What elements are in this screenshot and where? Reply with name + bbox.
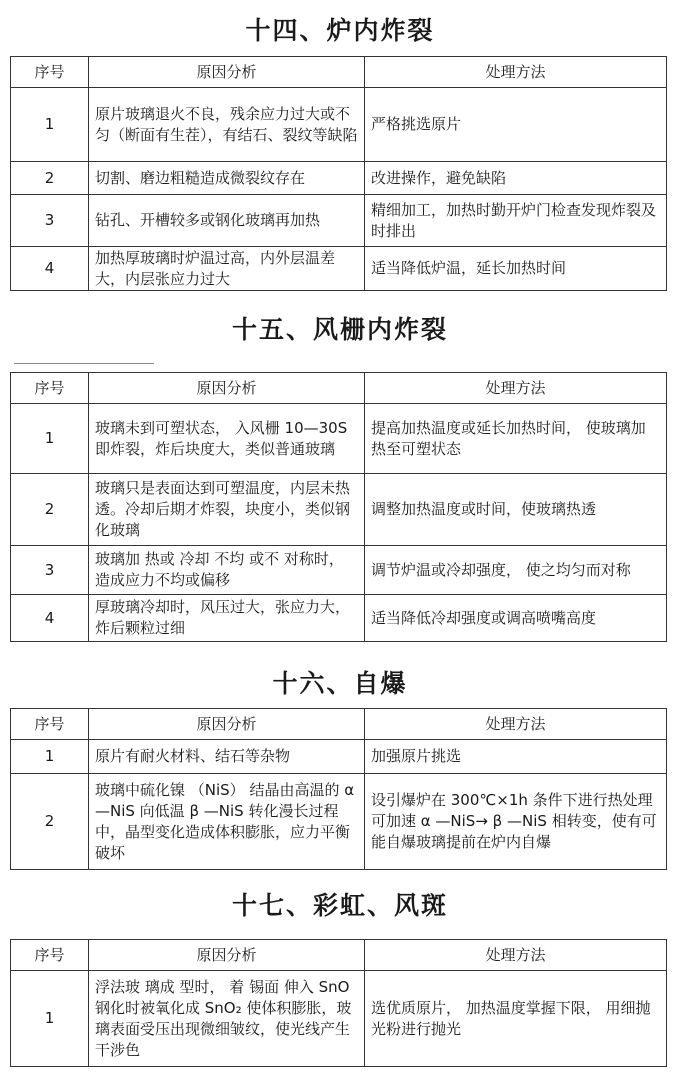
row-cause: 玻璃未到可塑状态， 入风栅 10—30S 即炸裂，炸后块度大，类似普通玻璃 — [89, 404, 365, 474]
table-row — [11, 971, 667, 1067]
row-num: 1 — [11, 404, 89, 474]
row-method: 精细加工，加热时勤开炉门检查发现炸裂及时排出 — [365, 195, 667, 247]
header-cause: 原因分析 — [89, 57, 365, 88]
row-num: 1 — [11, 740, 89, 774]
section-title: 十四、炉内炸裂 — [245, 16, 435, 45]
scan-mark — [14, 363, 154, 364]
header-cause: 原因分析 — [89, 940, 365, 971]
row-num: 2 — [11, 774, 89, 870]
header-num: 序号 — [11, 709, 89, 740]
header-num: 序号 — [11, 57, 89, 88]
table-row — [11, 88, 667, 162]
row-cause: 玻璃只是表面达到可塑温度，内层未热透。冷却后期才炸裂，块度小，类似钢化玻璃 — [89, 474, 365, 546]
row-num: 4 — [11, 247, 89, 291]
header-method: 处理方法 — [365, 940, 667, 971]
table-row — [11, 595, 667, 642]
row-num: 2 — [11, 162, 89, 195]
row-num: 2 — [11, 474, 89, 546]
defect-table — [10, 56, 667, 291]
row-method: 调整加热温度或时间，使玻璃热透 — [365, 474, 667, 546]
table-header-row — [11, 373, 667, 404]
header-cause: 原因分析 — [89, 709, 365, 740]
row-num: 1 — [11, 971, 89, 1067]
row-method: 选优质原片， 加热温度掌握下限， 用细抛光粉进行抛光 — [365, 971, 667, 1067]
table-row — [11, 195, 667, 247]
row-cause: 玻璃中硫化镍 （NiS） 结晶由高温的 α —NiS 向低温 β —NiS 转化漫长过程中，晶型变化造成体积膨胀，应力平衡破坏 — [89, 774, 365, 870]
table-row — [11, 162, 667, 195]
row-cause: 切割、磨边粗糙造成微裂纹存在 — [89, 162, 365, 195]
row-num: 3 — [11, 195, 89, 247]
row-cause: 浮法玻 璃成 型时， 着 锡面 伸入 SnO 钢化时被氧化成 SnO₂ 使体积膨胀，玻璃表面受压出现微细皱纹，使光线产生干涉色 — [89, 971, 365, 1067]
row-cause: 原片有耐火材料、结石等杂物 — [89, 740, 365, 774]
row-cause: 加热厚玻璃时炉温过高，内外层温差大，内层张应力过大 — [89, 247, 365, 291]
section-title: 十七、彩虹、风斑 — [231, 891, 448, 920]
row-method: 严格挑选原片 — [365, 88, 667, 162]
header-method: 处理方法 — [365, 373, 667, 404]
row-method: 改进操作，避免缺陷 — [365, 162, 667, 195]
header-method: 处理方法 — [365, 57, 667, 88]
header-method: 处理方法 — [365, 709, 667, 740]
table-row — [11, 546, 667, 595]
header-num: 序号 — [11, 940, 89, 971]
table-row — [11, 474, 667, 546]
row-cause: 厚玻璃冷却时，风压过大，张应力大，炸后颗粒过细 — [89, 595, 365, 642]
row-cause: 钻孔、开槽较多或钢化玻璃再加热 — [89, 195, 365, 247]
header-num: 序号 — [11, 373, 89, 404]
section-title: 十六、自爆 — [272, 669, 408, 698]
row-method: 调节炉温或冷却强度， 使之均匀而对称 — [365, 546, 667, 595]
table-header-row — [11, 57, 667, 88]
row-method: 加强原片挑选 — [365, 740, 667, 774]
section-title: 十五、风栅内炸裂 — [231, 315, 448, 344]
row-method: 提高加热温度或延长加热时间， 使玻璃加热至可塑状态 — [365, 404, 667, 474]
table-row — [11, 404, 667, 474]
row-method: 适当降低冷却强度或调高喷嘴高度 — [365, 595, 667, 642]
header-cause: 原因分析 — [89, 373, 365, 404]
row-cause: 玻璃加 热或 冷却 不均 或不 对称时，造成应力不均或偏移 — [89, 546, 365, 595]
table-row — [11, 740, 667, 774]
table-header-row — [11, 709, 667, 740]
defect-table — [10, 939, 667, 1067]
table-row — [11, 774, 667, 870]
row-cause: 原片玻璃退火不良，残余应力过大或不匀（断面有生茬），有结石、裂纹等缺陷 — [89, 88, 365, 162]
row-method: 适当降低炉温，延长加热时间 — [365, 247, 667, 291]
row-method: 设引爆炉在 300℃×1h 条件下进行热处理可加速 α —NiS→ β —NiS 相转变，使有可能自爆玻璃提前在炉内自爆 — [365, 774, 667, 870]
table-header-row — [11, 940, 667, 971]
row-num: 3 — [11, 546, 89, 595]
row-num: 1 — [11, 88, 89, 162]
table-row — [11, 247, 667, 291]
row-num: 4 — [11, 595, 89, 642]
defect-table — [10, 372, 667, 642]
defect-table — [10, 708, 667, 870]
